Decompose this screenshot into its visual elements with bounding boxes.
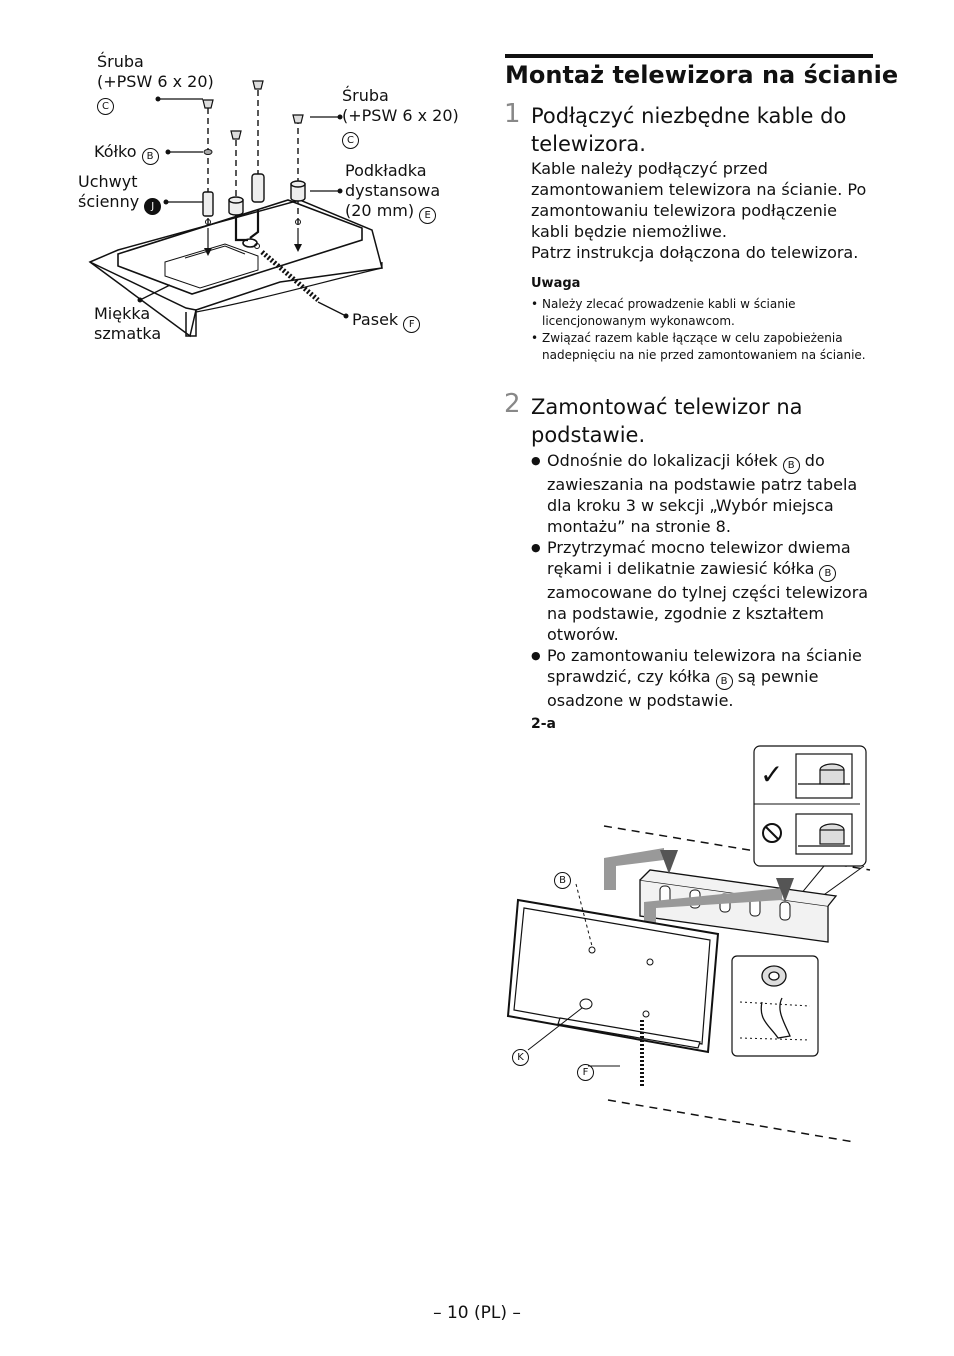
note-title: Uwaga [531,276,581,291]
step-1-body: Kable należy podłączyć przed zamontowaniem telewizora na ścianie. Po zamontowaniu telewizora podłączenie kabli będzie niemożliwe. [531,159,867,241]
note-list [531,296,871,364]
figure-2a-label: 2-a [531,716,556,732]
mark-f: F [577,1058,594,1081]
label-screw-right: Śruba (+PSW 6 x 20) C [342,86,459,149]
tv-stand-area [165,244,258,288]
label-spacer: Podkładka dystansowa (20 mm) E [345,161,440,224]
page-number: – 10 (PL) – [433,1303,521,1323]
bullet-item: ● Odnośnie do lokalizacji kółek B do zawieszania na podstawie patrz tabela dla kroku 3 w sekcji „Wybór miejsca montażu” na stronie 8. [531,450,871,537]
mark-k: K [512,1043,529,1066]
bullet-item: ● Po zamontowaniu telewizora na ścianie sprawdzić, czy kółka B są pewnie osadzone w podstawie. [531,645,871,711]
label-wall-bracket: Uchwyt ścienny J [78,172,161,215]
step-2-heading: Zamontować telewizor na podstawie. [531,395,803,447]
check-icon: ✓ [760,758,784,791]
mark-b: B [554,866,571,889]
note-item: • Związać razem kable łączące w celu zapobieżenia nadepnięciu na nie przed zamontowaniem na ścianie. [531,330,871,364]
label-soft-cloth: Miękka szmatka [94,304,162,343]
bullet-item: ● Przytrzymać mocno telewizor dwiema rękami i delikatnie zawiesić kółka B zamocowane do tylnej części telewizora na podstawie, zgodnie z kształtem otworów. [531,537,871,645]
note-item: • Należy zlecać prowadzenie kabli w ścianie licencjonowanym wykonawcom. [531,296,871,330]
label-wheel: Kółko B [94,142,159,165]
label-belt: Pasek F [352,310,420,333]
step-1-body-2: Patrz instrukcja dołączona do telewizora. [531,243,859,262]
step-1-number: 1 [504,99,521,129]
label-screw-left: Śruba (+PSW 6 x 20) C [97,52,214,115]
step-2-bullets [531,450,871,711]
step-1-heading: Podłączyć niezbędne kable do telewizora. [531,104,847,156]
page-title: Montaż telewizora na ścianie [505,61,899,89]
figure-2a-mount-tv [500,740,872,1150]
belt-shape [262,252,318,300]
step-2-number: 2 [504,389,521,419]
